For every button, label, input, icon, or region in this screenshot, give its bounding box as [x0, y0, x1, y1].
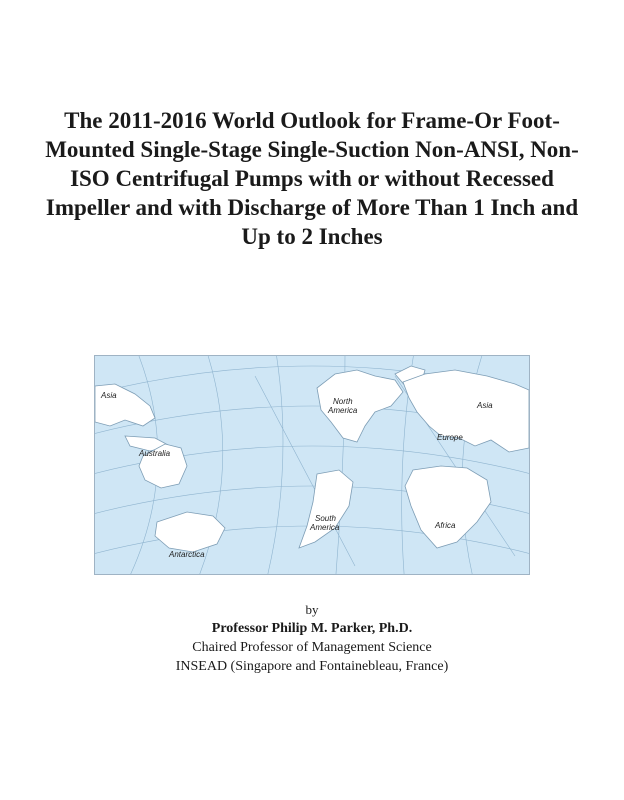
world-map-graphic [95, 356, 529, 574]
map-label-australia: Australia [139, 449, 171, 458]
world-map [94, 355, 530, 575]
author-name: Professor Philip M. Parker, Ph.D. [211, 621, 413, 636]
author-institution: INSEAD (Singapore and Fontainebleau, France) [175, 659, 449, 674]
book-title: The 2011-2016 World Outlook for Frame-Or Foot-Mounted Single-Stage Single-Suction Non-ANSI, Non-ISO Centrifugal Pumps with or without Recessed Impeller and with Discharge of More Than 1 Inch and Up to 2 Inches [45, 108, 579, 249]
map-label-north-america-line1: North [333, 397, 353, 406]
map-label-antarctica: Antarctica [169, 550, 205, 559]
map-label-north-america-line2: America [328, 406, 358, 415]
map-label-europe: Europe [437, 433, 463, 442]
map-label-africa: Africa [435, 521, 456, 530]
map-label-asia-west: Asia [101, 391, 117, 400]
map-label-south-america-line2: America [310, 523, 340, 532]
map-label-asia-east: Asia [477, 401, 493, 410]
author-position: Chaired Professor of Management Science [192, 640, 432, 655]
byline [40, 600, 584, 676]
by-label: by [305, 602, 319, 617]
map-label-south-america-line1: South [315, 514, 336, 523]
